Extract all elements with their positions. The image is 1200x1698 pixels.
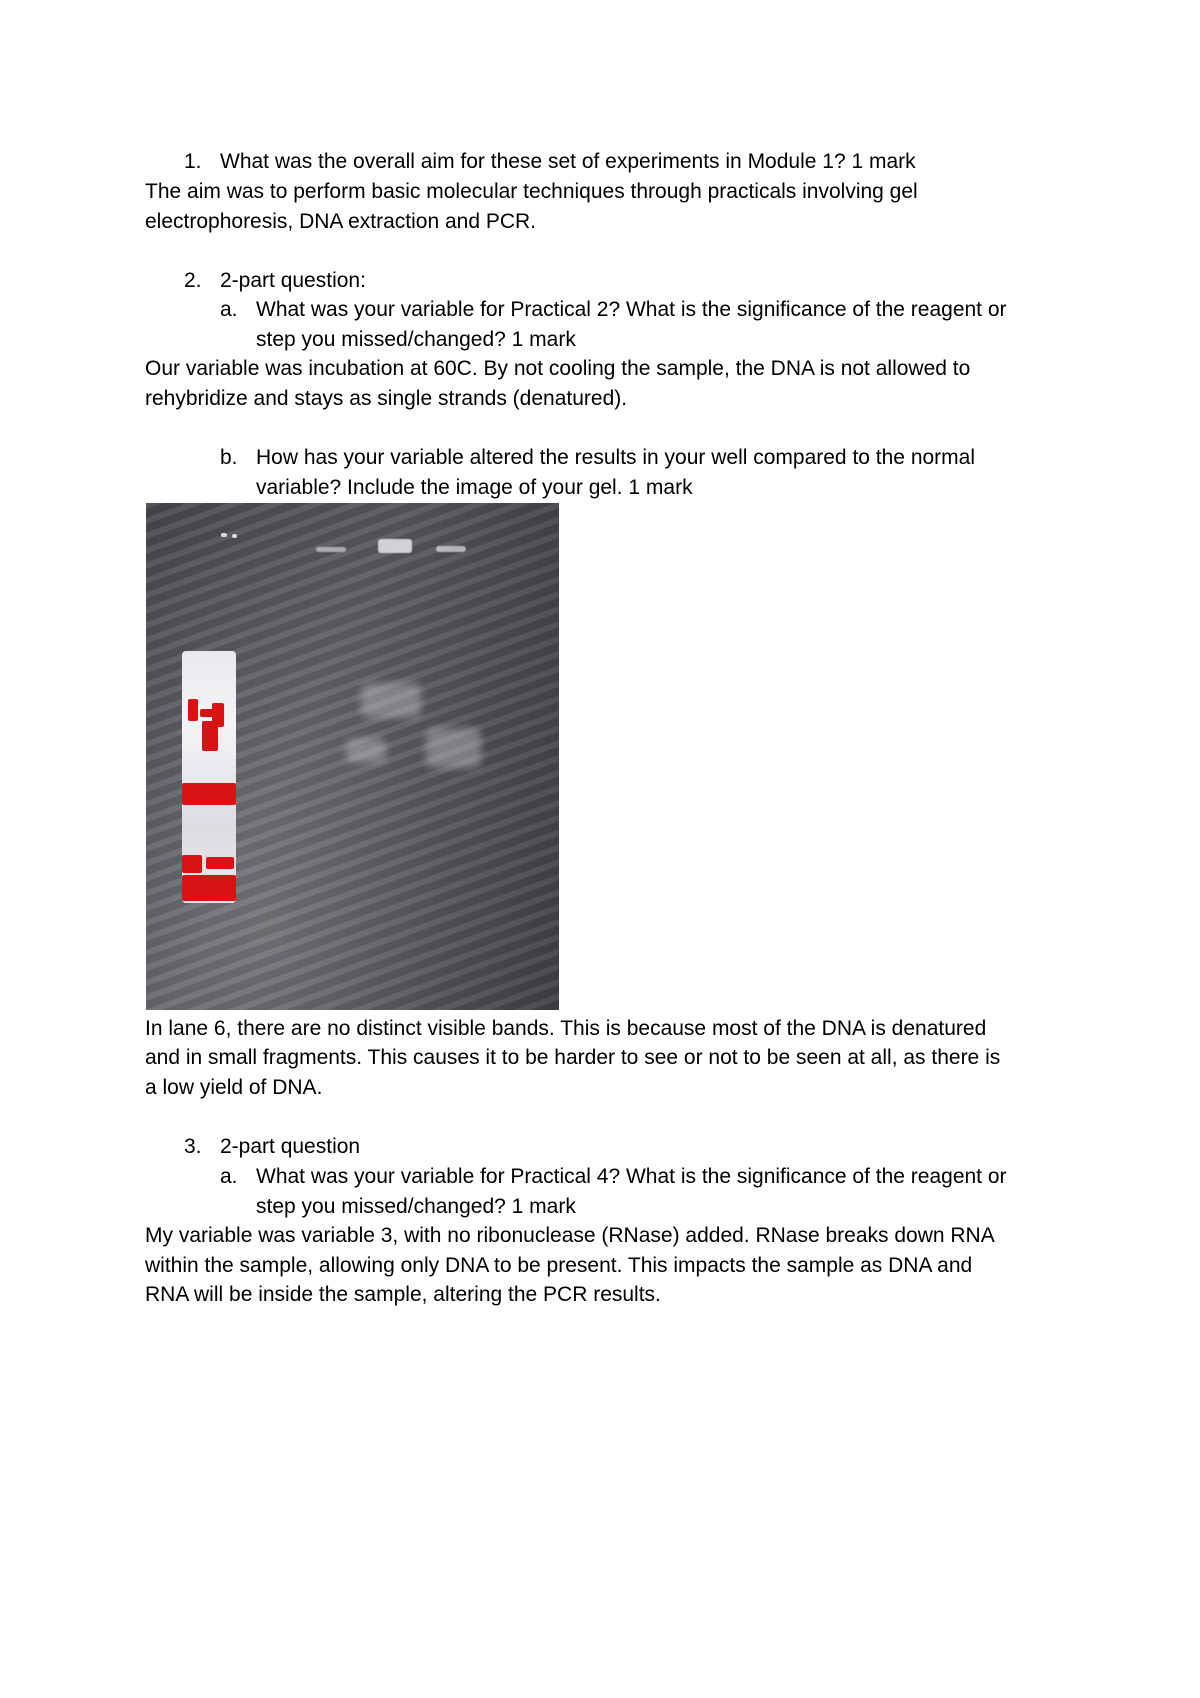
question-text: What was the overall aim for these set of experiments in Module 1? 1 mark bbox=[220, 150, 916, 173]
answer-line: In lane 6, there are no distinct visible bands. This is because most of the DNA is denatured bbox=[145, 1017, 987, 1040]
ladder-band bbox=[182, 783, 236, 805]
subquestion-letter: b. bbox=[220, 446, 238, 469]
subquestion-text: step you missed/changed? 1 mark bbox=[256, 1195, 576, 1218]
question-number: 3. bbox=[184, 1135, 202, 1158]
subquestion-text: variable? Include the image of your gel. 1 mark bbox=[256, 476, 693, 499]
answer-line: within the sample, allowing only DNA to be present. This impacts the sample as DNA and bbox=[145, 1254, 973, 1277]
gel-electrophoresis-image bbox=[146, 503, 559, 1010]
answer-line: RNA will be inside the sample, altering the PCR results. bbox=[145, 1283, 661, 1306]
answer-line: electrophoresis, DNA extraction and PCR. bbox=[145, 210, 537, 233]
well-mark bbox=[232, 534, 237, 538]
subquestion-text: How has your variable altered the results in your well compared to the normal bbox=[256, 446, 976, 469]
gel-band bbox=[378, 539, 412, 553]
subquestion-text: step you missed/changed? 1 mark bbox=[256, 328, 576, 351]
ladder-band bbox=[182, 875, 236, 901]
gel-smear bbox=[361, 683, 421, 718]
question-number: 1. bbox=[184, 150, 202, 173]
ladder-band bbox=[182, 855, 202, 873]
answer-line: Our variable was incubation at 60C. By not cooling the sample, the DNA is not allowed to bbox=[145, 357, 971, 380]
subquestion-text: What was your variable for Practical 2? What is the significance of the reagent or bbox=[256, 298, 1007, 321]
subquestion-letter: a. bbox=[220, 298, 238, 321]
gel-band bbox=[316, 547, 346, 552]
gel-smear bbox=[426, 728, 481, 768]
answer-line: a low yield of DNA. bbox=[145, 1076, 323, 1099]
dna-ladder-lane bbox=[182, 651, 236, 903]
answer-line: and in small fragments. This causes it to be harder to see or not to be seen at all, as there is bbox=[145, 1046, 1001, 1069]
question-number: 2. bbox=[184, 269, 202, 292]
ladder-band bbox=[206, 857, 234, 869]
ladder-band bbox=[202, 721, 218, 751]
gel-smear bbox=[346, 738, 386, 763]
answer-line: The aim was to perform basic molecular techniques through practicals involving gel bbox=[145, 180, 918, 203]
answer-line: My variable was variable 3, with no ribonuclease (RNase) added. RNase breaks down RNA bbox=[145, 1224, 995, 1247]
gel-band bbox=[436, 546, 466, 552]
subquestion-letter: a. bbox=[220, 1165, 238, 1188]
well-mark bbox=[221, 533, 227, 537]
subquestion-text: What was your variable for Practical 4? What is the significance of the reagent or bbox=[256, 1165, 1007, 1188]
question-text: 2-part question bbox=[220, 1135, 361, 1158]
ladder-band bbox=[188, 699, 198, 721]
question-text: 2-part question: bbox=[220, 269, 366, 292]
answer-line: rehybridize and stays as single strands (denatured). bbox=[145, 387, 628, 410]
